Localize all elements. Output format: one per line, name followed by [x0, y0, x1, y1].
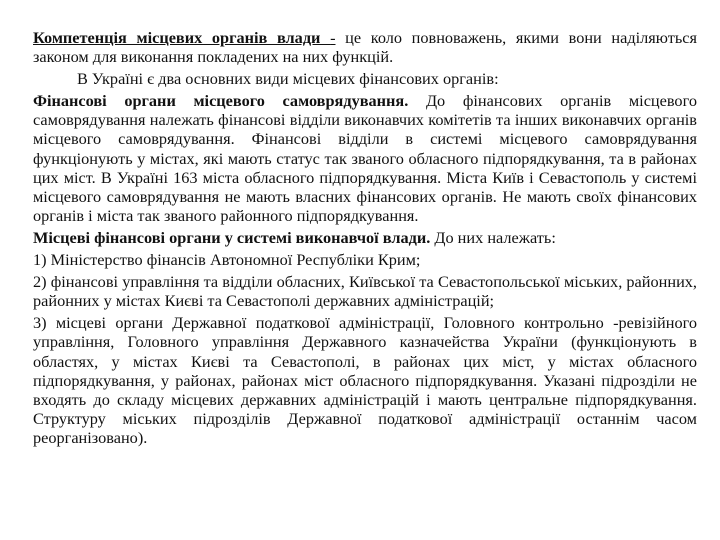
- list-item-1: 1) Міністерство фінансів Автономної Республіки Крим;: [33, 250, 421, 270]
- intro-paragraph: [33, 69, 697, 88]
- section1-heading: Фінансові органи місцевого самоврядування.: [33, 91, 409, 111]
- intro-text: В Україні є два основних види місцевих фінансових органів:: [77, 69, 499, 89]
- definition-text: це коло повноважень, якими вони наділяються законом для виконання покладених на них функцій.: [33, 28, 697, 67]
- section2-paragraph: [33, 228, 697, 247]
- section2-heading: Місцеві фінансові органи у системі виконавчої влади.: [33, 227, 431, 247]
- definition-dash: -: [330, 28, 336, 47]
- list-item-3: 3) місцеві органи Державної податкової адміністрації, Головного контрольно -ревізійного управління, Головного управління Державного казначейства України (функціонують в областях, у містах Києві та Севастополі, в районах цих міст, у містах обласного підпорядкування, у районах, районах міст обласного підпорядкування. Указані підрозділи не входять до складу місцевих державних адміністрацій і мають центральне підпорядкування. Структуру міських підрозділів Державної податкової адміністрації останнім часом реорганізовано).: [33, 313, 697, 447]
- definition-paragraph: [33, 28, 697, 66]
- section2-text: До них належать:: [430, 227, 556, 247]
- definition-term: Компетенція місцевих органів влади: [33, 28, 331, 47]
- section1-paragraph: [33, 91, 697, 225]
- slide-text-body: [33, 28, 697, 447]
- section1-text: До фінансових органів місцевого самоврядування належать фінансові відділи виконавчих комітетів та інших виконавчих органів місцевого самоврядування. Фінансові відділи в системі місцевого самоврядування функціонують у містах, які мають статус так званого обласного підпорядкування, та в районах цих міст. В Україні 163 міста обласного підпорядкування. Міста Київ і Севастополь у системі місцевого самоврядування не мають власних фінансових органів. Не мають своїх фінансових органів і міста так званого районного підпорядкування.: [33, 91, 697, 225]
- list-item-2: 2) фінансові управління та відділи обласних, Київської та Севастопольської міських, районних, районних у містах Києві та Севастополі державних адміністрацій;: [33, 272, 697, 311]
